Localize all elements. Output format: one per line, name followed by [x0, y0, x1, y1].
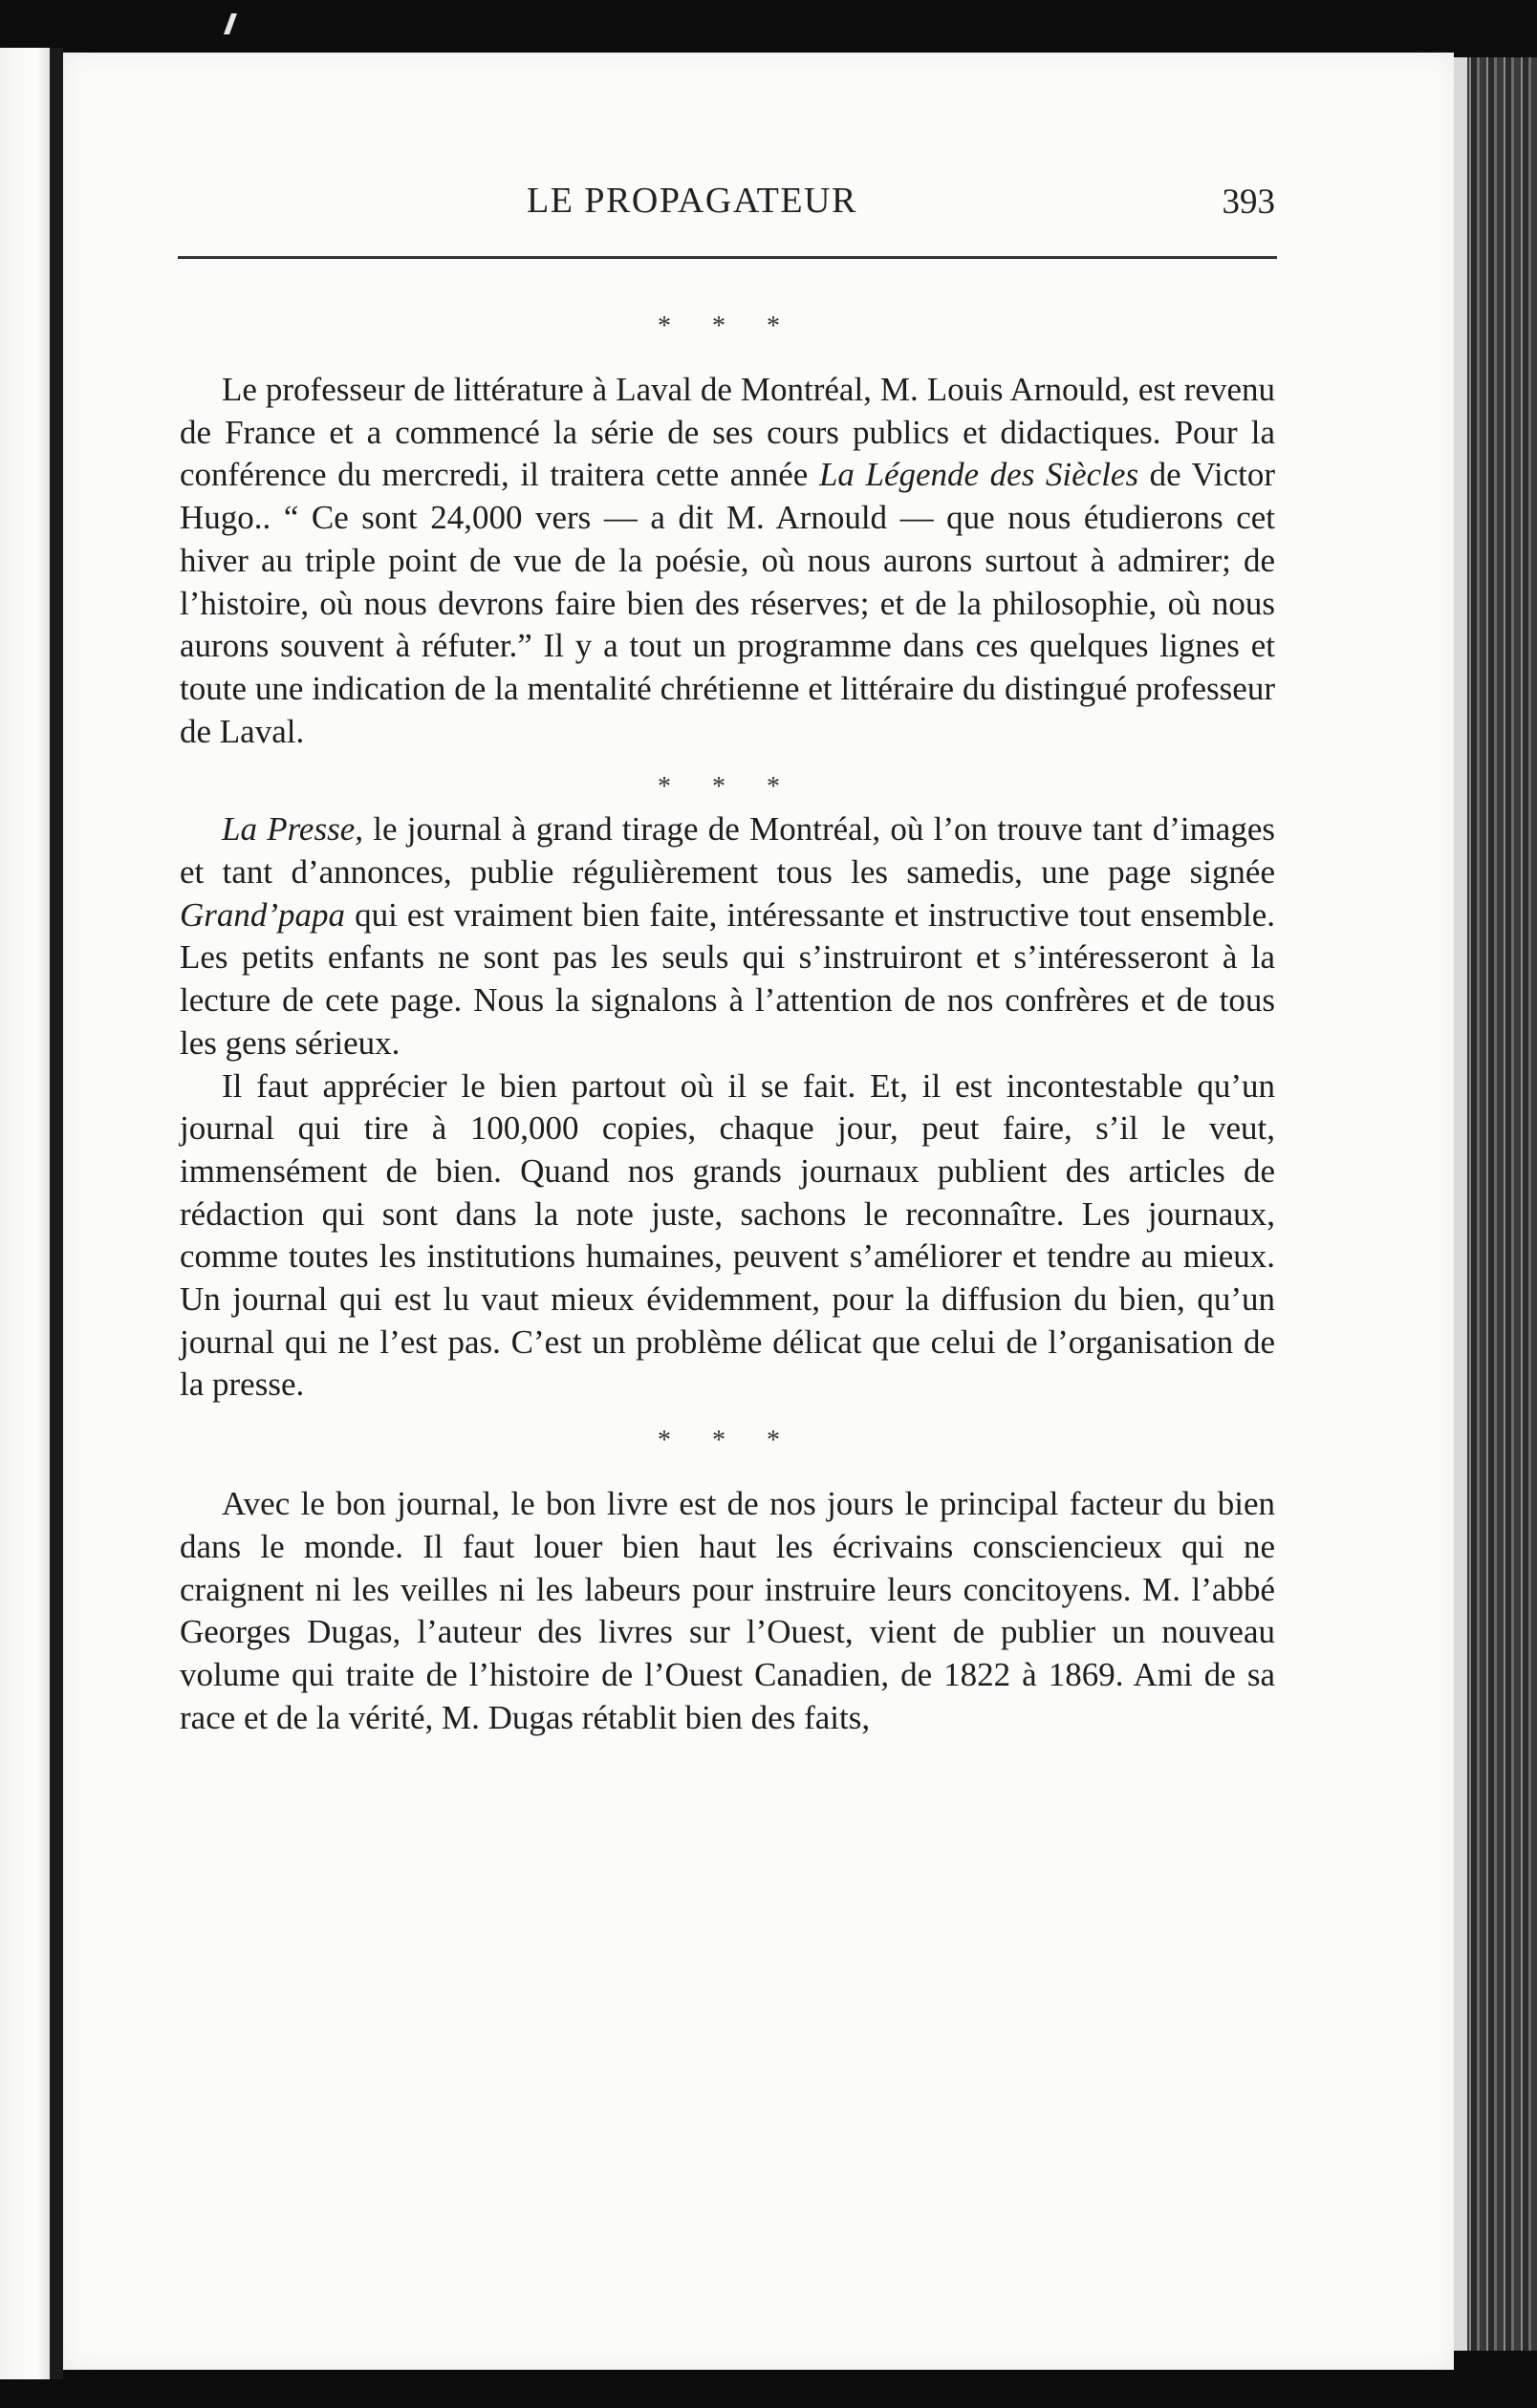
paragraph-text: Le professeur de littérature à Laval de Montréal, M. Louis Arnould, est revenu de France et a commencé la série de ses cours publics et didactiques. Pour la conférence du mercredi, il traitera cette année — [180, 371, 1275, 494]
paragraph-text: de Victor Hugo.. “ Ce sont 24,000 vers — a dit M. Arnould — que nous étudierons cet hiver au triple point de vue de la poésie, où nous aurons surtout à admirer; de l’histoire, où nous devrons faire bien des réserves; et de la philosophie, où nous aurons souvent à réfuter.” Il y a tout un programme dans ces quelques lignes et toute une indication de la mentalité chrétienne et littéraire du distingué professeur de Laval. — [180, 456, 1275, 750]
paragraph-journaux: Il faut apprécier le bien partout où il se fait. Et, il est incontestable qu’un journal qui tire à 100,000 copies, chaque jour, peut faire, s’il le veut, immensément de bien. Quand nos grands journaux publient des articles de rédaction qui sont dans la note juste, sachons le reconnaître. Les journaux, comme toutes les institutions humaines, peuvent s’améliorer et tendre au mieux. Un journal qui est lu vaut mieux évidemment, pour la diffusion du bien, qu’un journal qui ne l’est pas. C’est un problème délicat que celui de l’organisation de la presse. — [180, 1066, 1275, 1404]
running-title: LE PROPAGATEUR — [527, 181, 857, 221]
paragraph-la-presse — [180, 808, 1275, 1064]
section-break: * * * — [658, 772, 797, 803]
section-break: * * * — [658, 312, 797, 341]
paragraph-text: le journal à grand tirage de Montréal, où l’on trouve tant d’images et tant d’annonces, publie régulièrement tous les samedis, une page signée — [180, 810, 1275, 892]
header-rule — [178, 256, 1277, 259]
book-title-italic: La Légende des Siècles — [818, 456, 1139, 494]
running-header — [180, 180, 1275, 237]
binding-gutter — [50, 48, 63, 2379]
paragraph-text: qui est vraiment bien faite, intéressante et instructive tout ensemble. Les petits enfants ne sont pas les seuls qui s’instruiront et s’intéresseront à la lecture de cete page. Nous la signalons à l’attention de nos confrères et de tous les gens sérieux. — [180, 895, 1275, 1062]
paragraph-arnould — [180, 369, 1275, 753]
scan-artifact-mark — [224, 13, 237, 34]
facing-page-edge — [0, 48, 54, 2379]
column-title-italic: Grand’papa — [180, 895, 346, 934]
newspaper-title-italic: La Presse, — [222, 810, 363, 849]
section-break: * * * — [658, 1426, 797, 1456]
page-edge-highlight — [1454, 57, 1467, 2351]
page-number: 393 — [1222, 183, 1275, 222]
article-body — [180, 306, 1275, 1739]
paragraph-bon-livre: Avec le bon journal, le bon livre est de nos jours le principal facteur du bien dans le monde. Il faut louer bien haut les écrivains consciencieux qui ne craignent ni les veilles ni les labeurs pour instruire leurs concitoyens. M. l’abbé Georges Dugas, l’auteur des livres sur l’Ouest, vient de publier un nouveau volume qui traite de l’histoire de l’Ouest Canadien, de 1822 à 1869. Ami de sa race et de la vérité, M. Dugas rétablit bien des faits, — [180, 1485, 1275, 1736]
